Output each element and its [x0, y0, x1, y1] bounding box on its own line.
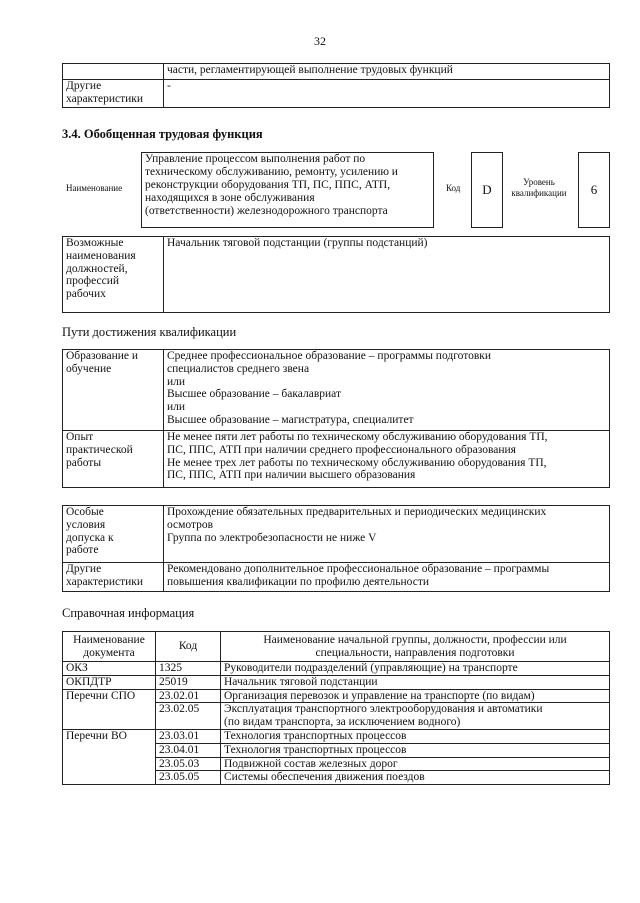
ref-code: 23.02.01: [156, 689, 221, 703]
special-conditions-line: Группа по электробезопасности не ниже V: [167, 531, 377, 544]
function-name-line: находящихся в зоне обслуживания: [145, 192, 315, 204]
table-row: [63, 729, 610, 743]
ref-code: 23.03.01: [156, 729, 221, 743]
page-number: 32: [314, 34, 326, 48]
ref-header-name-line: специальности, направления подготовки: [315, 646, 515, 659]
ref-name: Организация перевозок и управление на транспорте (по видам): [221, 689, 610, 703]
positions-label-line: наименования: [66, 249, 136, 262]
reference-table: [62, 631, 610, 785]
other-label: [63, 563, 164, 592]
experience-line: ПС, ППС, АТП при наличии высшего образования: [167, 469, 416, 482]
other-characteristics-value: -: [164, 80, 610, 108]
other-label-line: характеристики: [66, 575, 144, 588]
ref-code: 23.05.05: [156, 771, 221, 785]
positions-table: [62, 236, 610, 313]
other-characteristics-label: Другие характеристики: [63, 80, 164, 108]
experience-label-line: Опыт: [66, 431, 94, 443]
ref-header-name-line: Наименование начальной группы, должности, профессии или: [263, 633, 567, 646]
ref-doc: ОКПДТР: [63, 675, 156, 689]
special-conditions-line: Прохождение обязательных предварительных и периодических медицинских: [167, 506, 547, 518]
education-value: [164, 350, 610, 431]
ref-name: Системы обеспечения движения поездов: [221, 771, 610, 785]
qualification-table: [62, 349, 610, 488]
continuation-label-cell: [63, 64, 164, 80]
ref-doc: Перечни СПО: [63, 689, 156, 729]
continuation-text: части, регламентирующей выполнение трудовых функций: [164, 64, 610, 80]
ref-header-doc-line: документа: [83, 646, 135, 659]
function-name-line: техническому обслуживанию, ремонту, усилению и: [145, 166, 398, 178]
education-line: специалистов среднего звена: [167, 362, 310, 375]
experience-line: Не менее пяти лет работы по техническому обслуживанию оборудования ТП,: [167, 431, 548, 443]
special-conditions-label-line: работе: [66, 544, 99, 557]
ref-code: 25019: [156, 675, 221, 689]
ref-name: [221, 703, 610, 730]
special-conditions-value: [164, 506, 610, 563]
function-name-line: Управление процессом выполнения работ по: [145, 153, 366, 165]
experience-label-line: работы: [66, 456, 102, 469]
positions-label-line: рабочих: [66, 288, 106, 301]
experience-line: ПС, ППС, АТП при наличии среднего профессионального образования: [167, 443, 516, 456]
ref-header-code: Код: [156, 632, 221, 662]
ref-name: Технология транспортных процессов: [221, 743, 610, 757]
education-line: или: [167, 401, 186, 414]
level-label-line: Уровень: [523, 177, 555, 187]
positions-label: [63, 237, 164, 313]
education-line: Среднее профессиональное образование – программы подготовки: [167, 350, 492, 362]
function-name-line: реконструкции оборудования ТП, ПС, ППС, АТП,: [145, 179, 391, 191]
level-value: 6: [578, 152, 610, 228]
ref-name: Подвижной состав железных дорог: [221, 757, 610, 771]
ref-name: Технология транспортных процессов: [221, 729, 610, 743]
special-conditions-label-line: условия: [66, 518, 106, 531]
ref-name: Начальник тяговой подстанции: [221, 675, 610, 689]
ref-code: 1325: [156, 662, 221, 676]
ref-code: 23.04.01: [156, 743, 221, 757]
reference-title: Справочная информация: [62, 606, 195, 620]
ref-code: 23.02.05: [156, 703, 221, 730]
experience-label: [63, 431, 164, 488]
code-label: Код: [446, 183, 461, 193]
positions-value: Начальник тяговой подстанции (группы подстанций): [164, 237, 610, 313]
table-row: [63, 689, 610, 703]
special-conditions-label-line: допуска к: [66, 531, 114, 544]
conditions-table: [62, 505, 610, 592]
ref-name-line: (по видам транспорта, за исключением водного): [224, 716, 461, 729]
education-line: Высшее образование – магистратура, специалитет: [167, 413, 414, 426]
special-conditions-line: осмотров: [167, 518, 214, 531]
function-name-box: [141, 152, 434, 228]
education-line: Высшее образование – бакалавриат: [167, 388, 341, 401]
qualification-level-label: [504, 177, 574, 199]
special-conditions-label-line: Особые: [66, 506, 104, 518]
ref-header-doc: [63, 632, 156, 662]
qualification-paths-title: Пути достижения квалификации: [62, 325, 237, 339]
special-conditions-label: [63, 506, 164, 563]
other-label-line: Другие: [66, 563, 102, 575]
section-title: 3.4. Обобщенная трудовая функция: [62, 127, 263, 141]
ref-doc: ОКЗ: [63, 662, 156, 676]
ref-doc: Перечни ВО: [63, 729, 156, 784]
function-name-line: (ответственности) железнодорожного транспорта: [145, 205, 388, 217]
table-row: [63, 662, 610, 676]
experience-label-line: практической: [66, 443, 133, 456]
code-value: D: [471, 152, 503, 228]
education-line: или: [167, 375, 186, 388]
education-label: [63, 350, 164, 431]
table-row: [63, 675, 610, 689]
experience-line: Не менее трех лет работы по техническому обслуживанию оборудования ТП,: [167, 456, 547, 469]
ref-name: Руководители подразделений (управляющие) на транспорте: [221, 662, 610, 676]
education-label-line: обучение: [66, 362, 112, 375]
ref-header-name: [221, 632, 610, 662]
name-label: Наименование: [66, 183, 123, 193]
other-value: [164, 563, 610, 592]
education-label-line: Образование и: [66, 350, 139, 362]
ref-name-line: Эксплуатация транспортного электрооборудования и автоматики: [224, 703, 543, 716]
level-label-line: квалификации: [511, 188, 567, 198]
positions-label-line: должностей,: [66, 262, 128, 275]
ref-header-doc-line: Наименование: [73, 633, 145, 646]
continuation-table: [62, 63, 610, 108]
positions-label-line: профессий: [66, 275, 120, 288]
ref-code: 23.05.03: [156, 757, 221, 771]
other-line: повышения квалификации по профилю деятельности: [167, 575, 429, 588]
positions-label-line: Возможные: [66, 237, 124, 249]
other-line: Рекомендовано дополнительное профессиональное образование – программы: [167, 563, 550, 575]
experience-value: [164, 431, 610, 488]
